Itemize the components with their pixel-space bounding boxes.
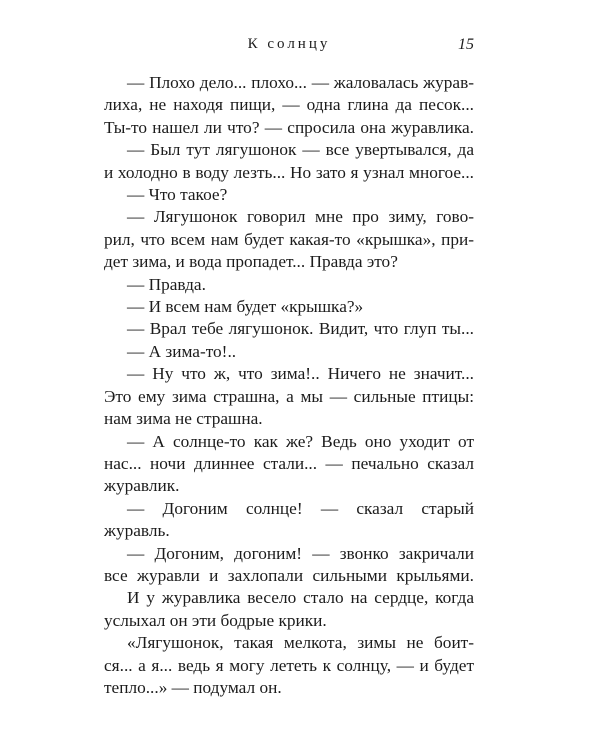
page-number: 15 bbox=[458, 36, 474, 53]
text-line: лиха, не находя пищи, — одна глина да песок... bbox=[104, 95, 474, 115]
text-line: Это ему зима страшна, а мы — сильные птицы: bbox=[104, 386, 474, 406]
text-line: тепло...» — подумал он. bbox=[104, 677, 282, 697]
text-line: — Врал тебе лягушонок. Видит, что глуп ты... bbox=[127, 319, 474, 339]
text-line: — Что такое? bbox=[127, 185, 228, 205]
text-line: ся... а я... ведь я могу лететь к солнцу, — и будет bbox=[104, 655, 474, 675]
running-title: К солнцу bbox=[247, 36, 331, 52]
text-line: — Лягушонок говорил мне про зиму, гово- bbox=[127, 207, 474, 227]
text-line: — Догоним, догоним! — звонко закричали bbox=[127, 543, 474, 563]
text-line: нам зима не страшна. bbox=[104, 409, 263, 429]
text-line: услыхал он эти бодрые крики. bbox=[104, 610, 327, 630]
text-line: журавлик. bbox=[104, 476, 180, 496]
text-line: И у журавлика весело стало на сердце, когда bbox=[127, 588, 474, 608]
text-line: Ты-то нашел ли что? — спросила она журавлика. bbox=[104, 117, 474, 137]
text-line: нас... ночи длиннее стали... — печально сказал bbox=[104, 453, 474, 473]
text-line: рил, что всем нам будет какая-то «крышка», при- bbox=[104, 229, 474, 249]
body-text bbox=[104, 72, 474, 699]
text-line: — И всем нам будет «крышка?» bbox=[127, 297, 364, 317]
text-line: — Плохо дело... плохо... — жаловалась журав- bbox=[127, 73, 474, 92]
text-line: журавль. bbox=[104, 521, 170, 541]
text-line: «Лягушонок, такая мелкота, зимы не боит- bbox=[127, 633, 474, 653]
text-line: — А солнце-то как же? Ведь оно уходит от bbox=[127, 431, 474, 451]
text-line: — Был тут лягушонок — все увертывался, да bbox=[127, 140, 474, 160]
text-line: — Правда. bbox=[127, 274, 206, 294]
text-line: — Догоним солнце! — сказал старый bbox=[127, 498, 474, 518]
text-line: все журавли и захлопали сильными крыльями. bbox=[104, 565, 474, 585]
text-line: — А зима-то!.. bbox=[127, 341, 237, 361]
page-header bbox=[104, 36, 474, 62]
text-line: и холодно в воду лезть... Но зато я узнал многое... bbox=[104, 162, 474, 182]
text-line: — Ну что ж, что зима!.. Ничего не значит... bbox=[127, 364, 474, 384]
text-line: дет зима, и вода пропадет... Правда это? bbox=[104, 252, 398, 272]
